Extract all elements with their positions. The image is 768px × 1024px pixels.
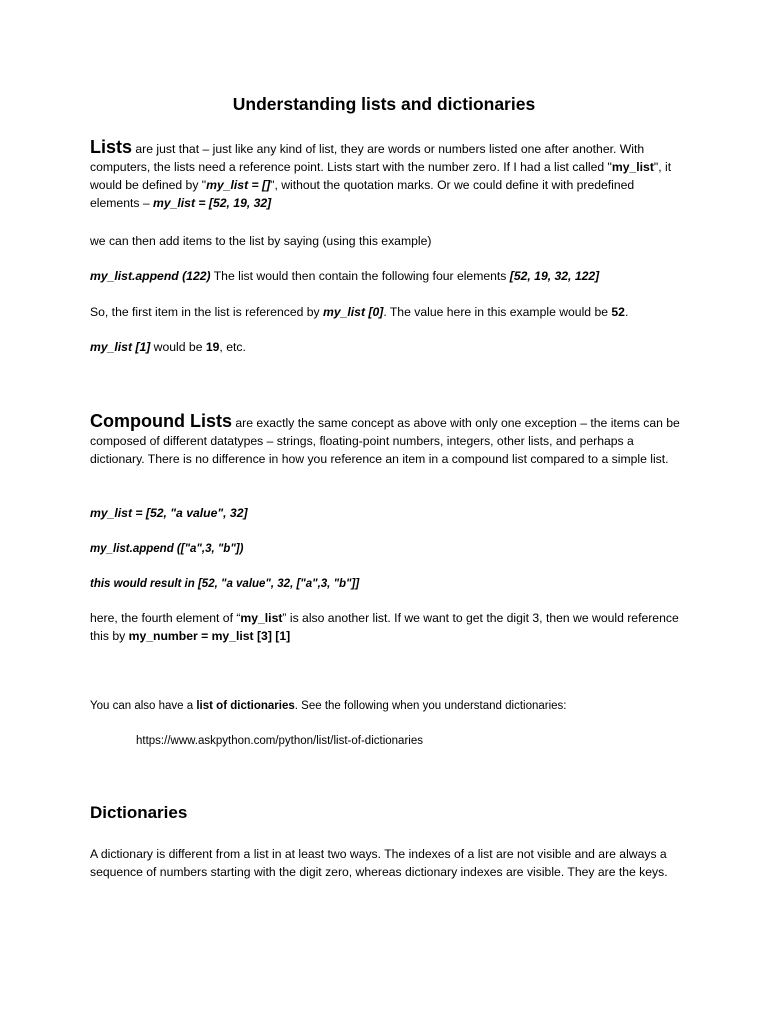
compound-code-append: my_list.append (["a",3, "b"]) [90, 543, 244, 555]
lists-paragraph: Lists are just that – just like any kind of list, they are words or numbers listed one after another. With computers, the lists need a reference point. Lists start with the number zero. If I had a list called "my_list", it would be defined by "my_list = []", without the quotation marks. Or we could define it with predefined elements – my_list = [52, 19, 32] [90, 137, 672, 210]
list-of-dictionaries-note: You can also have a list of dictionaries. See the following when you understand dictionaries: [90, 700, 567, 712]
compound-code-define: my_list = [52, "a value", 32] [90, 506, 248, 520]
dictionaries-paragraph: A dictionary is different from a list in at least two ways. The indexes of a list are not visible and are always a sequence of numbers starting with the digit zero, whereas dictionary indexes are visible. They are the keys. [90, 847, 668, 879]
dictionaries-heading: Dictionaries [90, 803, 188, 822]
compound-code-result: this would result in [52, "a value", 32, ["a",3, "b"]] [90, 578, 360, 590]
compound-lists-paragraph: Compound Lists are exactly the same concept as above with only one exception – the items can be composed of different datatypes – strings, floating-point numbers, integers, other lists, and perhaps a dictionary. There is no difference in how you reference an item in a compound list compared to a simple list. [90, 411, 680, 466]
lists-append-intro: we can then add items to the list by saying (using this example) [90, 234, 432, 248]
lists-heading: Lists [90, 137, 133, 157]
compound-lists-heading: Compound Lists [90, 411, 232, 431]
lists-index-one: my_list [1] would be 19, etc. [90, 340, 246, 354]
reference-url: https://www.askpython.com/python/list/list-of-dictionaries [136, 735, 423, 747]
lists-index-zero: So, the first item in the list is referenced by my_list [0]. The value here in this example would be 52. [90, 305, 629, 319]
compound-nested-explanation: here, the fourth element of “my_list” is also another list. If we want to get the digit 3, then we would reference this by my_number = my_list [3] [1] [90, 611, 679, 643]
lists-append-example: my_list.append (122) The list would then contain the following four elements [52, 19, 32, 122] [90, 269, 600, 283]
page-title: Understanding lists and dictionaries [232, 94, 536, 114]
